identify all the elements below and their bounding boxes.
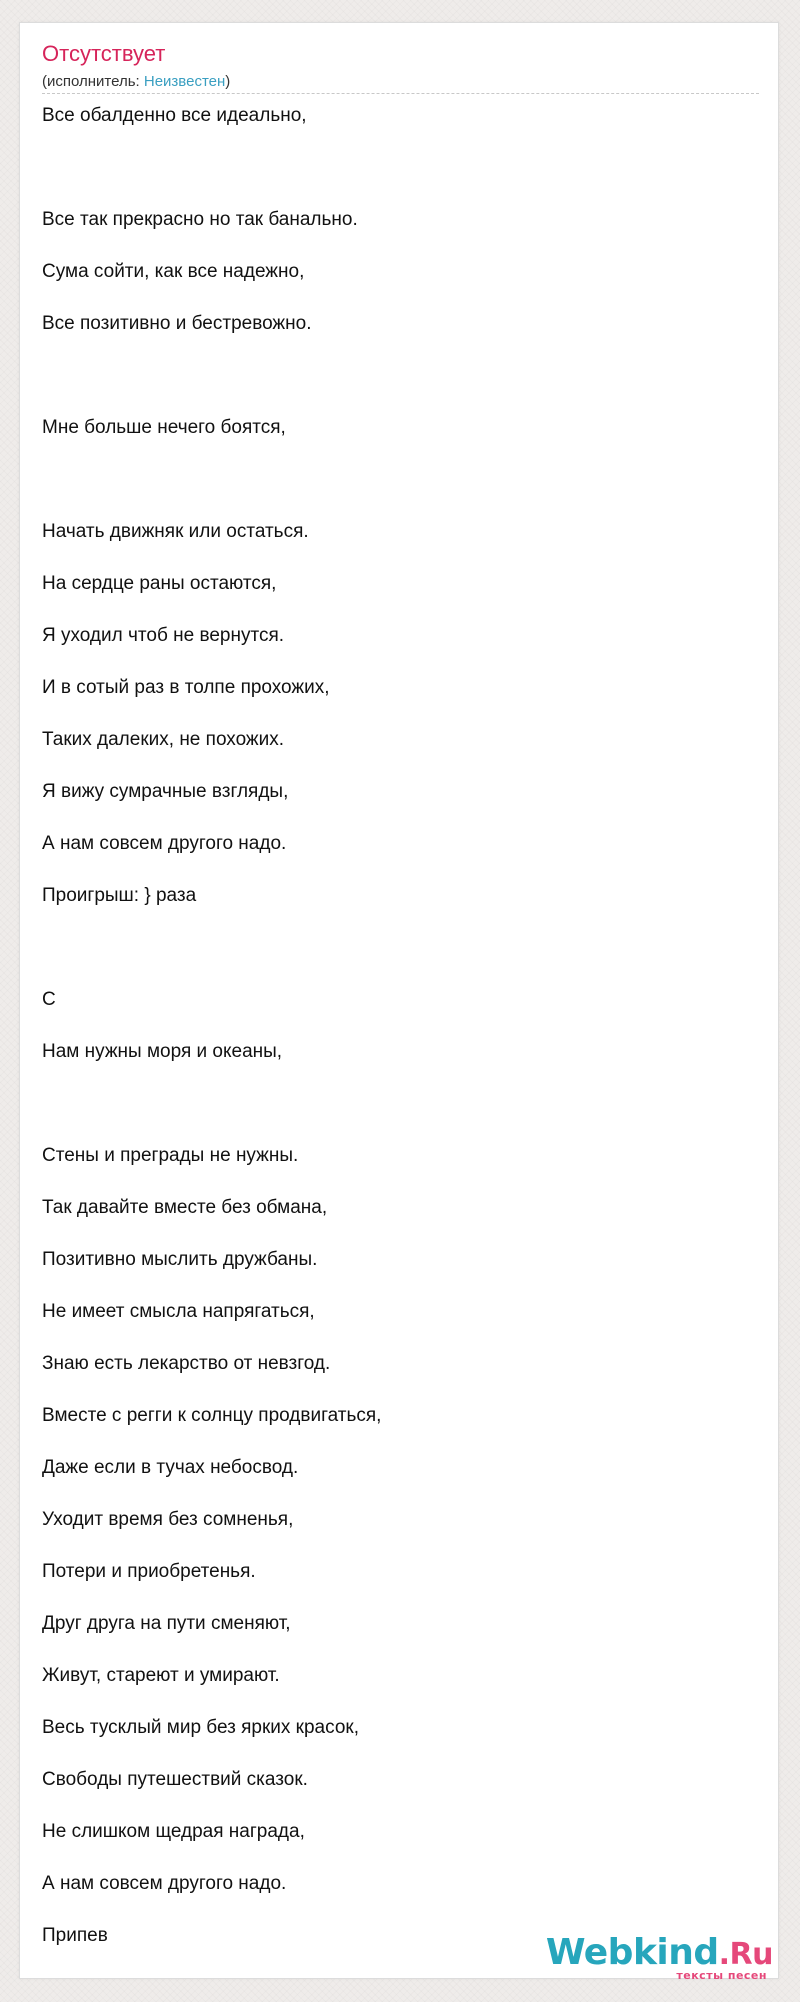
byline-suffix: ) — [225, 73, 231, 90]
lyric-line: Проигрыш: } раза — [42, 885, 197, 906]
lyric-line: Я вижу сумрачные взгляды, — [42, 781, 289, 802]
lyric-line: Я уходил чтоб не вернутся. — [42, 625, 285, 646]
lyric-line: Не имеет смысла напрягаться, — [42, 1301, 315, 1322]
lyric-line: Припев — [42, 1925, 108, 1946]
lyric-line: Начать движняк или остаться. — [42, 521, 309, 542]
lyrics-card — [19, 22, 779, 1979]
lyric-line: Весь тусклый мир без ярких красок, — [42, 1717, 359, 1738]
webkind-logo[interactable] — [545, 1932, 773, 1982]
lyric-line: Не слишком щедрая награда, — [42, 1821, 305, 1842]
lyric-line: Свободы путешествий сказок. — [42, 1769, 308, 1790]
lyric-line: Таких далеких, не похожих. — [42, 729, 285, 750]
logo-tld: .Ru — [718, 1937, 773, 1972]
lyric-line: Друг друга на пути сменяют, — [42, 1613, 291, 1634]
lyric-line: На сердце раны остаются, — [42, 573, 277, 594]
header-divider — [42, 93, 759, 94]
lyric-line: Сума сойти, как все надежно, — [42, 261, 305, 282]
lyric-blank-line — [42, 469, 757, 521]
lyric-line: Вместе с регги к солнцу продвигаться, — [42, 1405, 382, 1426]
lyric-line: Знаю есть лекарство от невзгод. — [42, 1353, 331, 1374]
logo-tagline: тексты песен — [676, 1969, 767, 1982]
lyric-line: Живут, стареют и умирают. — [42, 1665, 280, 1686]
lyric-line: Все так прекрасно но так банально. — [42, 209, 358, 230]
lyric-line: C — [42, 989, 56, 1010]
lyric-line: Нам нужны моря и океаны, — [42, 1041, 283, 1062]
artist-link[interactable]: Неизвестен — [143, 73, 226, 90]
lyric-blank-line — [42, 1093, 757, 1145]
lyric-line: Мне больше нечего боятся, — [42, 417, 286, 438]
lyrics-body — [42, 105, 757, 1977]
lyric-line: Уходит время без сомненья, — [42, 1509, 294, 1530]
lyric-line: Стены и преграды не нужны. — [42, 1145, 299, 1166]
song-title: Отсутствует — [42, 41, 166, 66]
lyric-line: Даже если в тучах небосвод. — [42, 1457, 299, 1478]
lyric-line: Позитивно мыслить дружбаны. — [42, 1249, 318, 1270]
lyric-line: А нам совсем другого надо. — [42, 833, 287, 854]
lyric-line: Все обалденно все идеально, — [42, 105, 307, 126]
artist-byline — [42, 74, 230, 89]
byline-prefix: (исполнитель: — [42, 73, 144, 90]
lyric-blank-line — [42, 937, 757, 989]
lyric-line: Потери и приобретенья. — [42, 1561, 256, 1582]
lyric-line: А нам совсем другого надо. — [42, 1873, 287, 1894]
lyric-line: И в сотый раз в толпе прохожих, — [42, 677, 330, 698]
logo-name: Webkind — [545, 1932, 719, 1973]
lyric-line: Так давайте вместе без обмана, — [42, 1197, 328, 1218]
logo-wordmark — [545, 1932, 773, 1973]
lyric-line: Все позитивно и бестревожно. — [42, 313, 312, 334]
lyric-blank-line — [42, 157, 757, 209]
lyric-blank-line — [42, 365, 757, 417]
